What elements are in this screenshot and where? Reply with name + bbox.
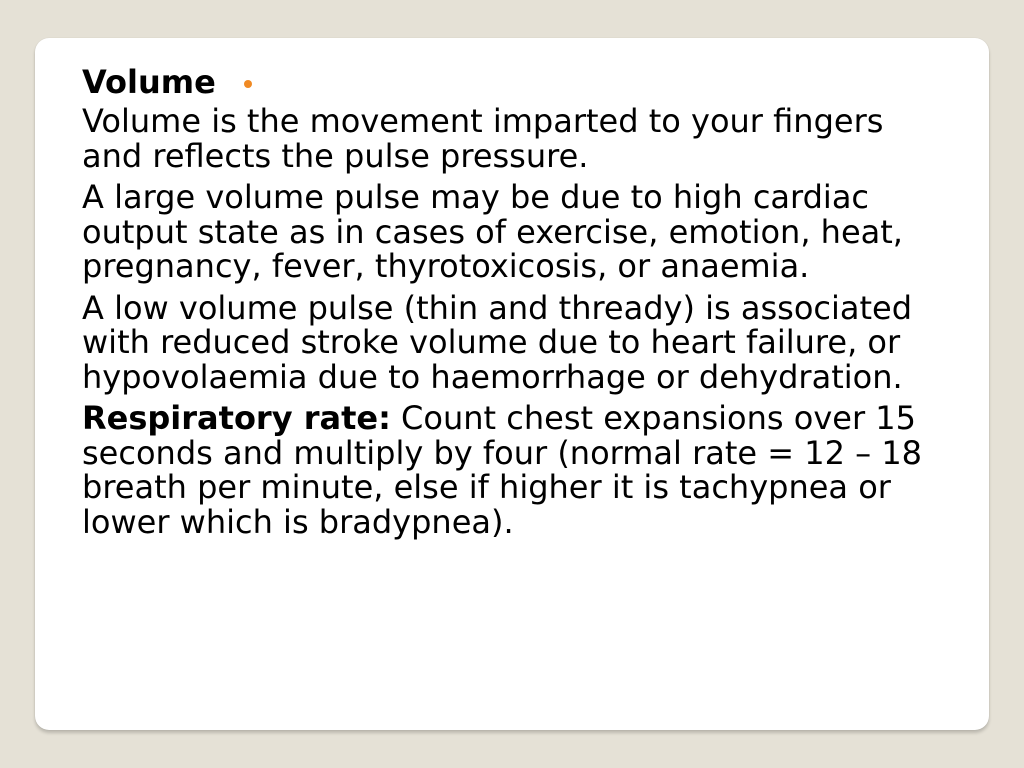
paragraph-volume-definition: Volume is the movement imparted to your fingers and reflects the pulse pressure.: [82, 102, 884, 175]
bullet-dot-icon: [244, 80, 252, 88]
slide-content: [82, 62, 942, 546]
paragraph-large-volume: A large volume pulse may be due to high cardiac output state as in cases of exercise, emotion, heat, pregnancy, fever, thyrotoxicosis, or anaemia.: [82, 178, 903, 285]
paragraph-low-volume: A low volume pulse (thin and thready) is associated with reduced stroke volume due to heart failure, or hypovolaemia due to haemorrhage or dehydration.: [82, 288, 913, 396]
paragraph-respiratory-rate: [82, 401, 942, 539]
respiratory-rate-text: Count chest expansions over 15 seconds and multiply by four (normal rate = 12 – 18 breath per minute, else if higher it is tachypnea or lower which is bradypnea).: [82, 399, 923, 541]
respiratory-rate-label: Respiratory rate:: [82, 399, 391, 437]
slide-heading: Volume: [82, 63, 216, 101]
heading-row: [82, 62, 942, 102]
